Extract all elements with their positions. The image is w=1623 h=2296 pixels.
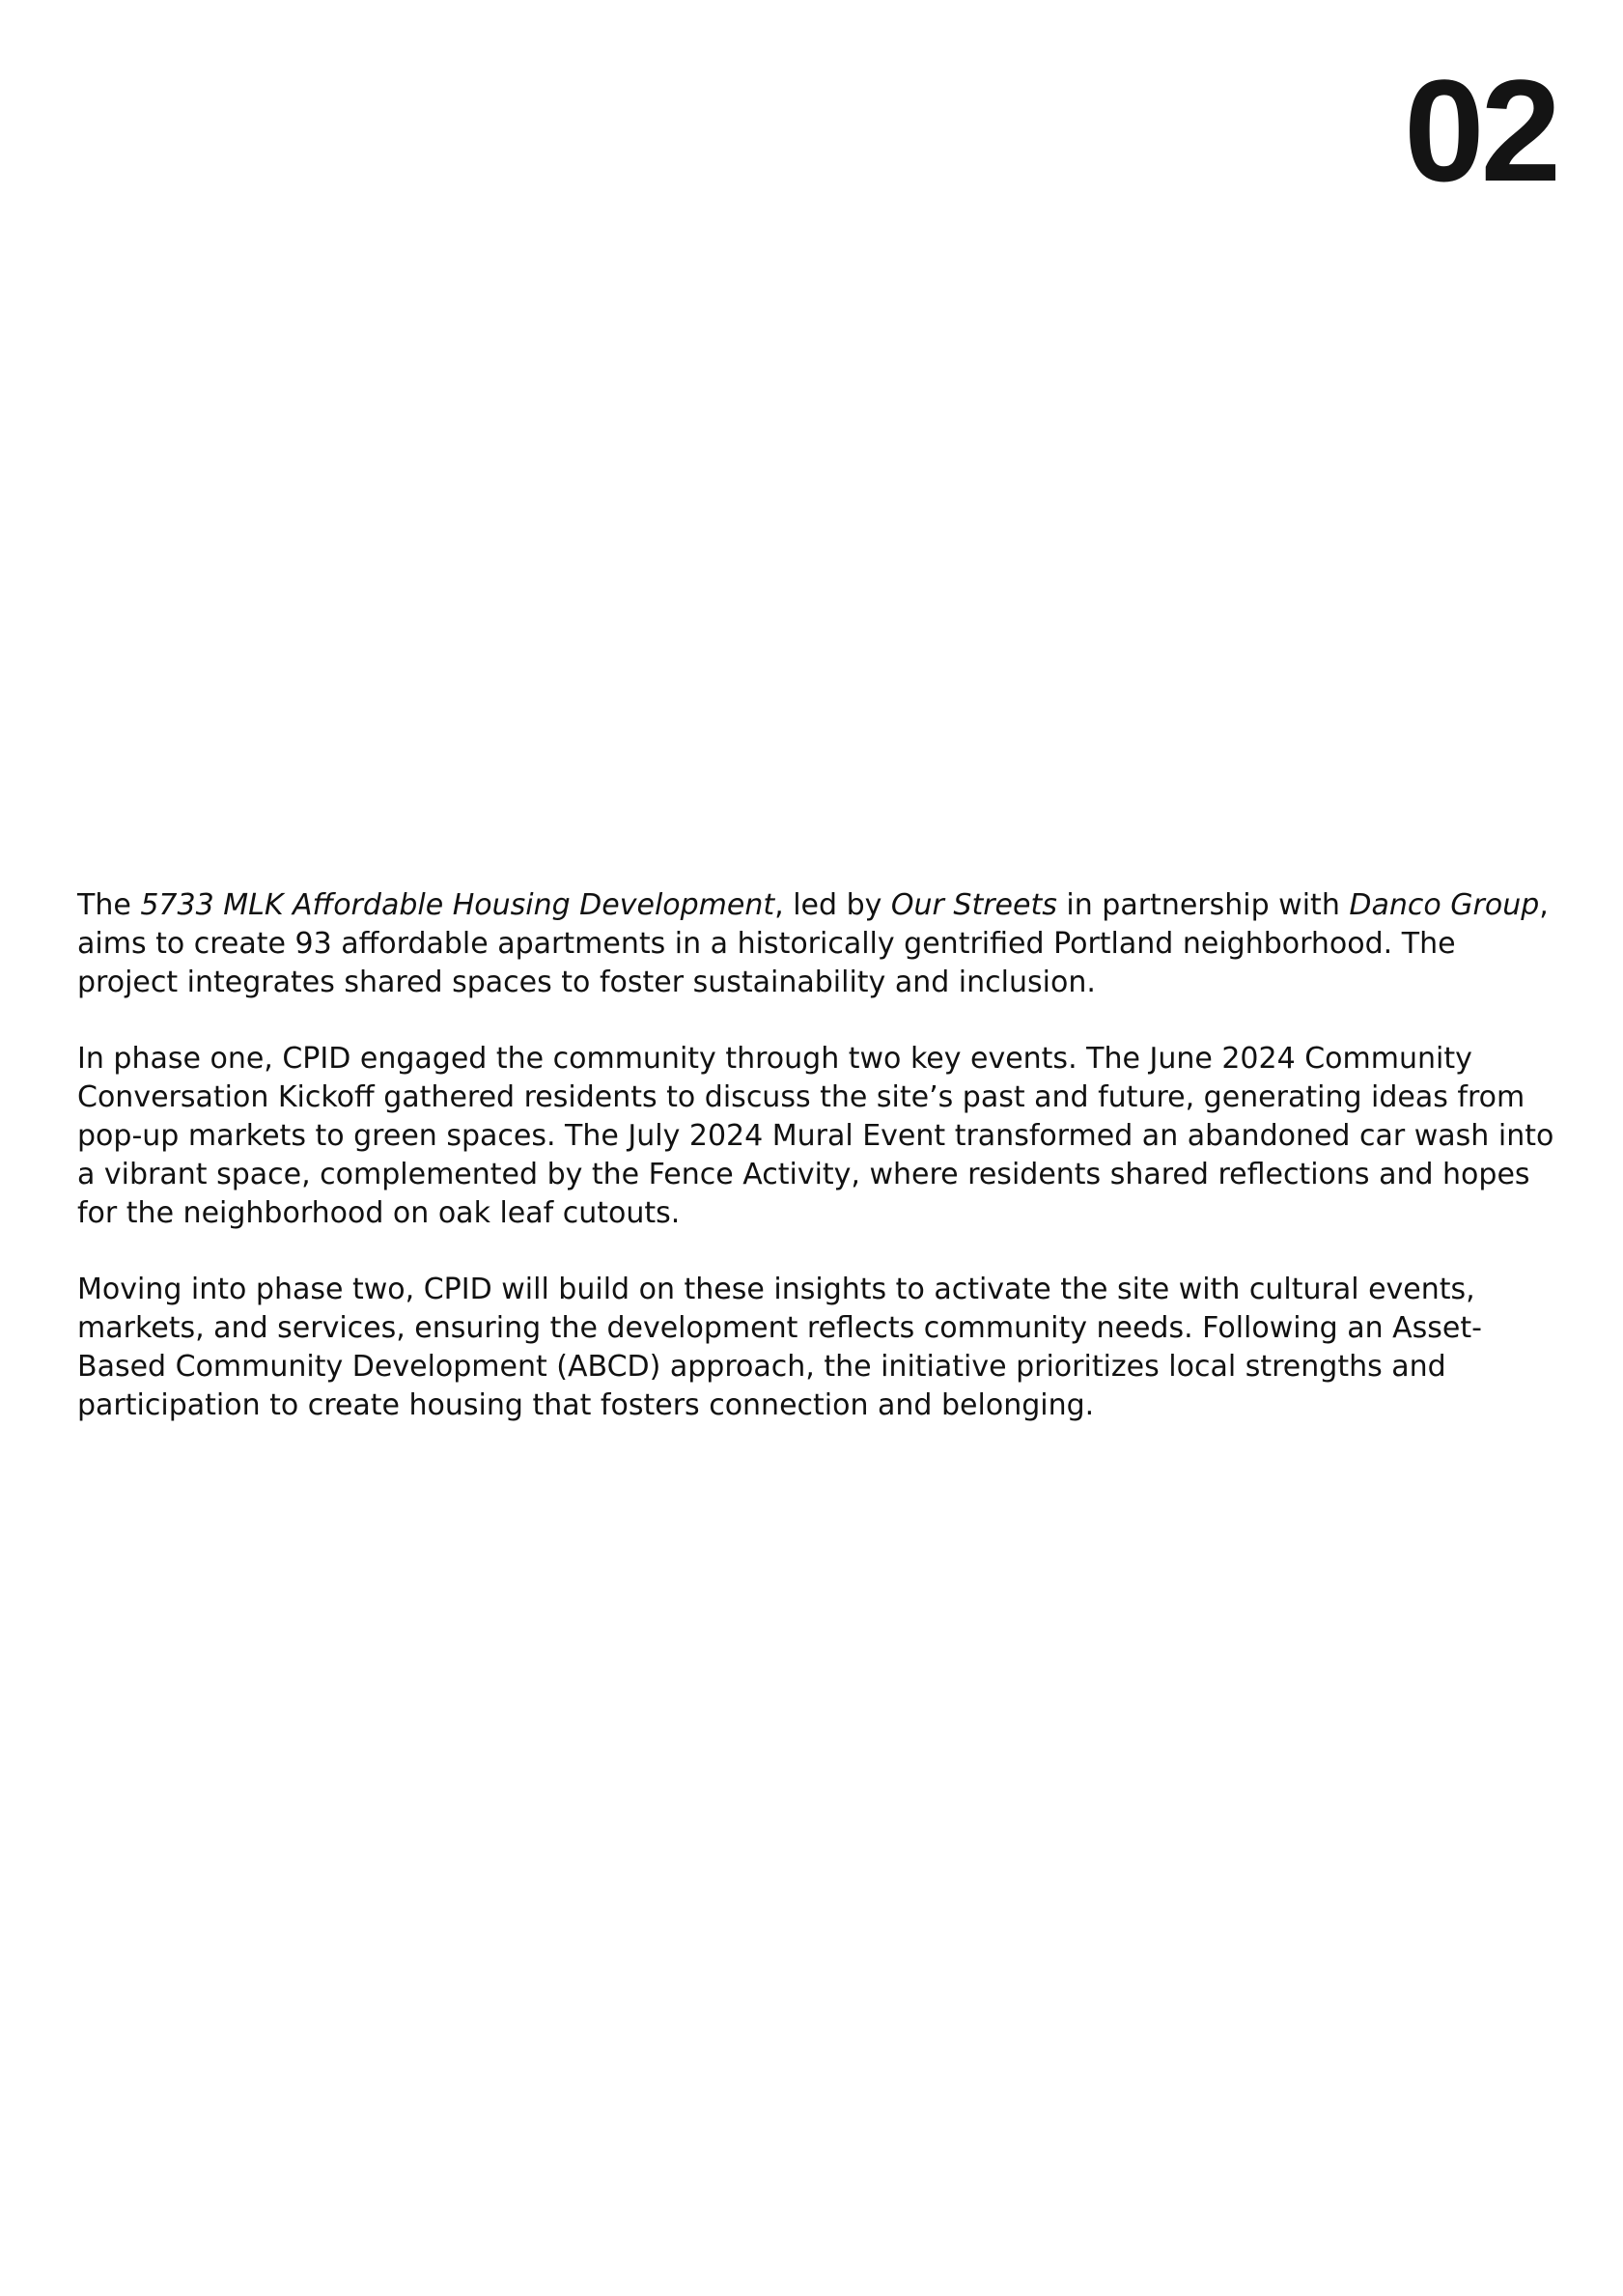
paragraph-phase-two (77, 1271, 1564, 1425)
page-number: 02 (1404, 49, 1557, 211)
text-segment: , led by (774, 888, 891, 922)
project-name: 5733 MLK Affordable Housing Development (140, 888, 775, 922)
body-text (77, 886, 1564, 1463)
paragraph-phase-one (77, 1040, 1564, 1233)
text-segment: The (77, 888, 141, 922)
text-segment: Moving into phase two, CPID will build on these insights to activate the site with cultural events, markets, and services, ensuring the development reflects community needs. Following an Asset-Based Community Development (ABCD) approach, the initiative prioritizes local strengths and participation to create housing that fosters connection and belonging. (77, 1273, 1482, 1422)
text-segment: In phase one, CPID engaged the community through two key events. The June 2024 Community Conversation Kickoff gathered residents to discuss the site’s past and future, generating ideas from pop-up markets to green spaces. The July 2024 Mural Event transformed an abandoned car wash into a vibrant space, complemented by the Fence Activity, where residents shared reflections and hopes for the neighborhood on oak leaf cutouts. (77, 1042, 1554, 1230)
lead-organization: Our Streets (890, 888, 1057, 922)
paragraph-intro (77, 886, 1564, 1002)
text-segment: , aims to create 93 affordable apartments in a historically gentrified Portland neighborhood. The project integrates shared spaces to foster sustainability and inclusion. (77, 888, 1549, 999)
text-segment: in partnership with (1056, 888, 1350, 922)
partner-organization: Danco Group (1349, 888, 1540, 922)
